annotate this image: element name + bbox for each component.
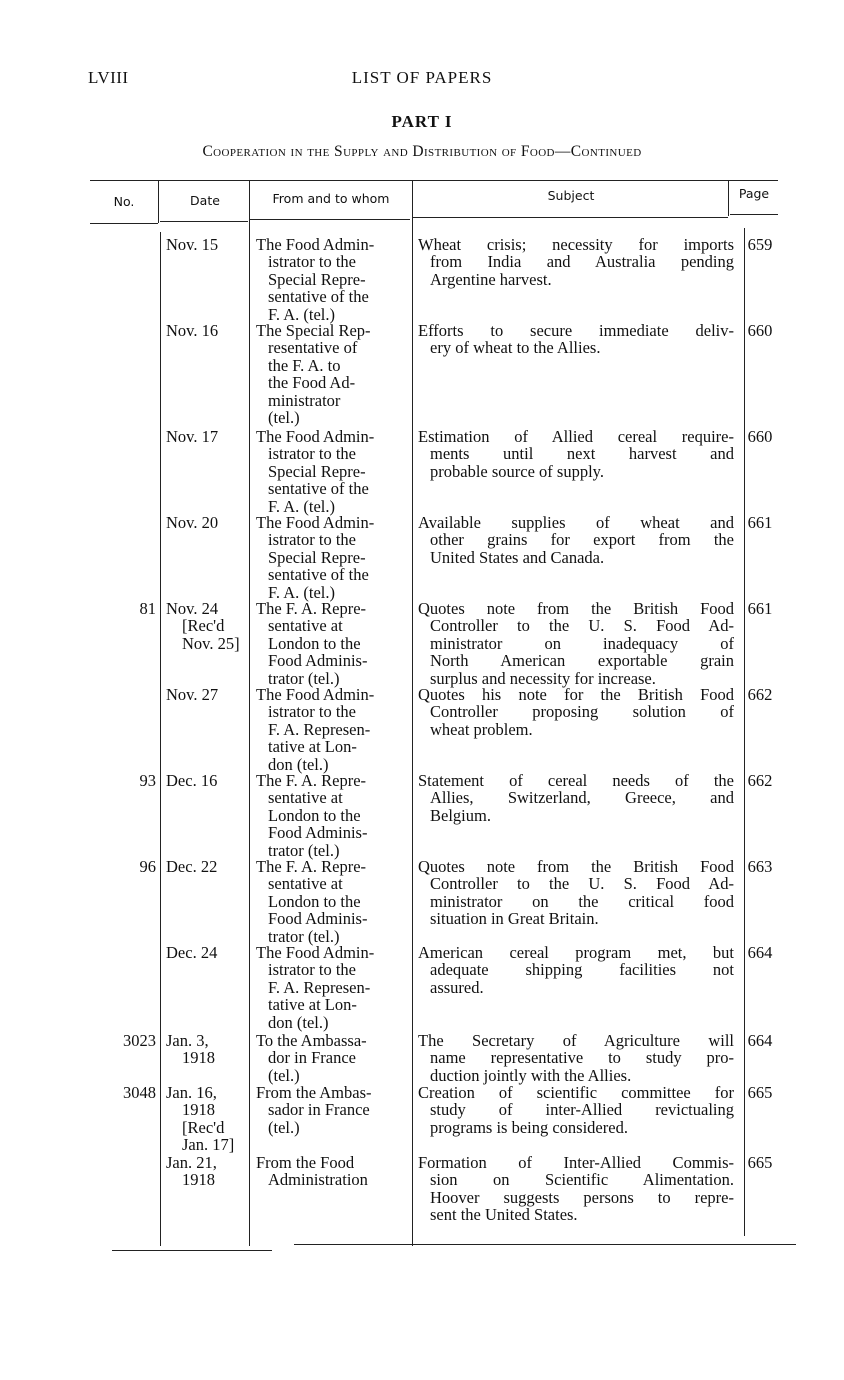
paper-date <box>166 944 258 961</box>
papers-table <box>90 0 782 1380</box>
from-and-to-whom-line: sentative of the <box>268 287 369 307</box>
paper-date-line: Nov. 27 <box>166 685 219 704</box>
paper-date <box>166 686 258 703</box>
paper-subject-line: Statement of cereal needs of the <box>418 771 734 790</box>
from-and-to-whom-line: dor in France <box>268 1048 356 1068</box>
paper-date <box>166 600 258 652</box>
from-and-to-whom <box>256 1084 416 1136</box>
column-rule-1 <box>158 181 159 223</box>
paper-number: 81 <box>139 599 156 618</box>
paper-date-line: Nov. 17 <box>166 427 219 446</box>
page-reference: 665 <box>747 1083 773 1102</box>
paper-date <box>166 1154 258 1189</box>
from-and-to-whom-line: The F. A. Repre- <box>256 857 367 876</box>
paper-subject <box>418 686 734 738</box>
paper-number: 3048 <box>123 1083 156 1102</box>
from-and-to-whom <box>256 686 416 773</box>
paper-subject-line: North American exportable grain <box>430 651 734 671</box>
from-and-to-whom-line: F. A. (tel.) <box>268 582 335 602</box>
from-and-to-whom-line: Food Adminis- <box>268 909 368 929</box>
paper-subject-line: ministrator on inadequacy of <box>430 633 734 653</box>
page-number: LVIII <box>88 68 129 87</box>
from-and-to-whom <box>256 514 416 601</box>
paper-date <box>166 1032 258 1067</box>
page-reference: 662 <box>747 771 773 790</box>
paper-subject-line: surplus and necessity for increase. <box>430 668 656 688</box>
from-and-to-whom-line: the F. A. to <box>268 355 341 375</box>
table-bottom-rule-left <box>112 1250 272 1251</box>
from-and-to-whom-line: Food Adminis- <box>268 651 368 671</box>
column-header-page: Page <box>738 186 770 201</box>
paper-subject-line: Creation of scientific committee for <box>418 1083 734 1102</box>
from-and-to-whom-line: tative at Lon- <box>268 737 357 757</box>
paper-subject-line: Controller proposing solution of <box>430 702 734 722</box>
from-and-to-whom-line: The F. A. Repre- <box>256 599 367 618</box>
from-and-to-whom-line: istrator to the <box>268 530 356 550</box>
column-header-subject: Subject <box>547 188 595 203</box>
page-reference: 661 <box>747 599 773 618</box>
paper-date-line: Nov. 20 <box>166 513 219 532</box>
from-and-to-whom-line: Special Repre- <box>268 547 366 567</box>
from-and-to-whom-line: Special Repre- <box>268 269 366 289</box>
from-and-to-whom-line: ministrator <box>268 390 341 410</box>
paper-subject <box>418 514 734 566</box>
from-and-to-whom-line: F. A. Represen- <box>268 977 371 997</box>
paper-subject <box>418 600 734 687</box>
paper-subject-line: Efforts to secure immediate deliv- <box>418 321 734 340</box>
from-and-to-whom-line: F. A. Represen- <box>268 719 371 739</box>
from-and-to-whom-line: From the Ambas- <box>256 1083 372 1102</box>
page-reference: 664 <box>747 1031 773 1050</box>
from-and-to-whom-line: The Food Admin- <box>256 427 375 446</box>
paper-subject-line: ments until next harvest and <box>430 444 734 464</box>
paper-subject <box>418 858 734 928</box>
from-and-to-whom-line: The Food Admin- <box>256 235 375 254</box>
paper-subject <box>418 236 734 288</box>
column-rule-1-body <box>160 232 161 1246</box>
paper-subject <box>418 944 734 996</box>
column-header-no: No. <box>113 194 135 209</box>
paper-subject-line: other grains for export from the <box>430 530 734 550</box>
paper-subject-line: Quotes his note for the British Food <box>418 685 734 704</box>
paper-subject-line: assured. <box>430 977 484 997</box>
paper-number: 3023 <box>123 1031 156 1050</box>
paper-subject-line: programs is being considered. <box>430 1117 628 1137</box>
paper-subject <box>418 428 734 480</box>
paper-date-line: [Rec'd <box>182 1117 225 1137</box>
paper-date-line: Nov. 24 <box>166 599 219 618</box>
paper-subject-line: Estimation of Allied cereal require- <box>418 427 734 446</box>
from-and-to-whom-line: (tel.) <box>268 408 300 428</box>
from-and-to-whom-line: don (tel.) <box>268 754 329 774</box>
paper-subject-line: Quotes note from the British Food <box>418 599 734 618</box>
column-header-date: Date <box>190 193 220 208</box>
paper-date-line: 1918 <box>182 1048 215 1068</box>
page-reference: 663 <box>747 857 773 876</box>
paper-date <box>166 772 258 789</box>
paper-date <box>166 236 258 253</box>
from-and-to-whom <box>256 944 416 1031</box>
from-and-to-whom-line: istrator to the <box>268 702 356 722</box>
paper-subject-line: situation in Great Britain. <box>430 909 599 929</box>
from-and-to-whom-line: London to the <box>268 805 361 825</box>
from-and-to-whom-line: (tel.) <box>268 1117 300 1137</box>
paper-subject-line: Argentine harvest. <box>430 269 552 289</box>
from-and-to-whom-line: istrator to the <box>268 960 356 980</box>
paper-date-line: Jan. 3, <box>166 1031 209 1050</box>
paper-subject-line: Quotes note from the British Food <box>418 857 734 876</box>
paper-subject-line: duction jointly with the Allies. <box>430 1065 632 1085</box>
from-and-to-whom-line: Food Adminis- <box>268 823 368 843</box>
section-heading: Cooperation in the Supply and Distribution of Food—Continued <box>202 143 642 160</box>
from-and-to-whom-line: Special Repre- <box>268 461 366 481</box>
paper-subject <box>418 772 734 824</box>
paper-subject <box>418 1084 734 1136</box>
page-reference: 659 <box>747 235 773 254</box>
from-and-to-whom-line: sentative of the <box>268 565 369 585</box>
header-bottom-rule-subject <box>412 217 728 218</box>
column-header-from-to: From and to whom <box>272 191 390 206</box>
header-bottom-rule-date <box>160 221 248 222</box>
paper-subject-line: ministrator on the critical food <box>430 891 734 911</box>
paper-date <box>166 1084 258 1154</box>
from-and-to-whom-line: resentative of <box>268 338 358 358</box>
from-and-to-whom-line: The Food Admin- <box>256 513 375 532</box>
paper-subject-line: sent the United States. <box>430 1205 578 1225</box>
running-title: LIST OF PAPERS <box>351 68 493 87</box>
paper-date-line: 1918 <box>182 1100 215 1120</box>
paper-subject-line: sion on Scientific Alimentation. <box>430 1170 734 1190</box>
from-and-to-whom-line: To the Ambassa- <box>256 1031 367 1050</box>
from-and-to-whom <box>256 1154 416 1189</box>
part-heading: PART I <box>391 112 453 131</box>
from-and-to-whom-line: trator (tel.) <box>268 668 340 688</box>
from-and-to-whom-line: istrator to the <box>268 444 356 464</box>
paper-subject-line: from India and Australia pending <box>430 252 734 272</box>
header-bottom-rule-from <box>250 219 410 220</box>
page-reference: 662 <box>747 685 773 704</box>
from-and-to-whom-line: F. A. (tel.) <box>268 496 335 516</box>
from-and-to-whom-line: Administration <box>268 1170 368 1190</box>
from-and-to-whom-line: sentative at <box>268 788 343 808</box>
from-and-to-whom <box>256 600 416 687</box>
paper-date-line: Nov. 15 <box>166 235 219 254</box>
paper-date <box>166 514 258 531</box>
table-top-rule <box>90 180 778 181</box>
from-and-to-whom-line: tative at Lon- <box>268 995 357 1015</box>
paper-subject-line: Belgium. <box>430 805 491 825</box>
paper-subject-line: Formation of Inter-Allied Commis- <box>418 1153 734 1172</box>
paper-date-line: Dec. 16 <box>166 771 218 790</box>
paper-date-line: Jan. 21, <box>166 1153 217 1172</box>
from-and-to-whom-line: don (tel.) <box>268 1012 329 1032</box>
paper-subject-line: Controller to the U. S. Food Ad- <box>430 616 734 636</box>
paper-subject-line: Controller to the U. S. Food Ad- <box>430 874 734 894</box>
from-and-to-whom-line: sentative at <box>268 874 343 894</box>
paper-date <box>166 428 258 445</box>
from-and-to-whom-line: trator (tel.) <box>268 926 340 946</box>
paper-date-line: Jan. 16, <box>166 1083 217 1102</box>
paper-subject <box>418 322 734 357</box>
paper-subject-line: Available supplies of wheat and <box>418 513 734 532</box>
paper-subject-line: adequate shipping facilities not <box>430 960 734 980</box>
paper-subject <box>418 1032 734 1084</box>
from-and-to-whom <box>256 858 416 945</box>
from-and-to-whom-line: The Food Admin- <box>256 685 375 704</box>
paper-date-line: Nov. 25] <box>182 633 240 653</box>
paper-subject-line: Wheat crisis; necessity for imports <box>418 235 734 254</box>
page-reference: 660 <box>747 321 773 340</box>
from-and-to-whom-line: trator (tel.) <box>268 840 340 860</box>
paper-date-line: [Rec'd <box>182 616 225 636</box>
from-and-to-whom-line: London to the <box>268 891 361 911</box>
paper-subject-line: study of inter-Allied revictualing <box>430 1100 734 1120</box>
header-bottom-rule-no <box>90 223 158 224</box>
from-and-to-whom-line: (tel.) <box>268 1065 300 1085</box>
page-reference: 664 <box>747 943 773 962</box>
from-and-to-whom <box>256 236 416 323</box>
from-and-to-whom-line: sador in France <box>268 1100 370 1120</box>
from-and-to-whom <box>256 428 416 515</box>
from-and-to-whom-line: the Food Ad- <box>268 373 356 393</box>
from-and-to-whom <box>256 322 416 426</box>
paper-number: 93 <box>139 771 156 790</box>
from-and-to-whom-line: The F. A. Repre- <box>256 771 367 790</box>
from-and-to-whom-line: F. A. (tel.) <box>268 304 335 324</box>
from-and-to-whom <box>256 772 416 859</box>
paper-date-line: Nov. 16 <box>166 321 219 340</box>
paper-date-line: 1918 <box>182 1170 215 1190</box>
paper-date-line: Dec. 24 <box>166 943 218 962</box>
paper-subject-line: Hoover suggests persons to repre- <box>430 1187 734 1207</box>
paper-date <box>166 858 258 875</box>
paper-subject-line: wheat problem. <box>430 719 533 739</box>
paper-subject-line: ery of wheat to the Allies. <box>430 338 601 358</box>
from-and-to-whom-line: sentative of the <box>268 479 369 499</box>
from-and-to-whom <box>256 1032 416 1084</box>
header-bottom-rule-page <box>730 214 778 215</box>
table-bottom-rule-right <box>294 1244 796 1245</box>
paper-subject <box>418 1154 734 1224</box>
from-and-to-whom-line: sentative at <box>268 616 343 636</box>
from-and-to-whom-line: istrator to the <box>268 252 356 272</box>
page-reference: 665 <box>747 1153 773 1172</box>
from-and-to-whom-line: From the Food <box>256 1153 355 1172</box>
page-reference: 661 <box>747 513 773 532</box>
paper-subject-line: name representative to study pro- <box>430 1048 734 1068</box>
paper-subject-line: The Secretary of Agriculture will <box>418 1031 734 1050</box>
column-rule-4 <box>728 180 729 216</box>
from-and-to-whom-line: The Special Rep- <box>256 321 371 340</box>
paper-subject-line: United States and Canada. <box>430 547 605 567</box>
paper-subject-line: probable source of supply. <box>430 461 604 481</box>
paper-date <box>166 322 258 339</box>
paper-date-line: Jan. 17] <box>182 1135 235 1155</box>
paper-date-line: Dec. 22 <box>166 857 218 876</box>
paper-number: 96 <box>139 857 156 876</box>
from-and-to-whom-line: The Food Admin- <box>256 943 375 962</box>
paper-subject-line: American cereal program met, but <box>418 943 734 962</box>
paper-subject-line: Allies, Switzerland, Greece, and <box>430 788 734 808</box>
from-and-to-whom-line: London to the <box>268 633 361 653</box>
page-reference: 660 <box>747 427 773 446</box>
